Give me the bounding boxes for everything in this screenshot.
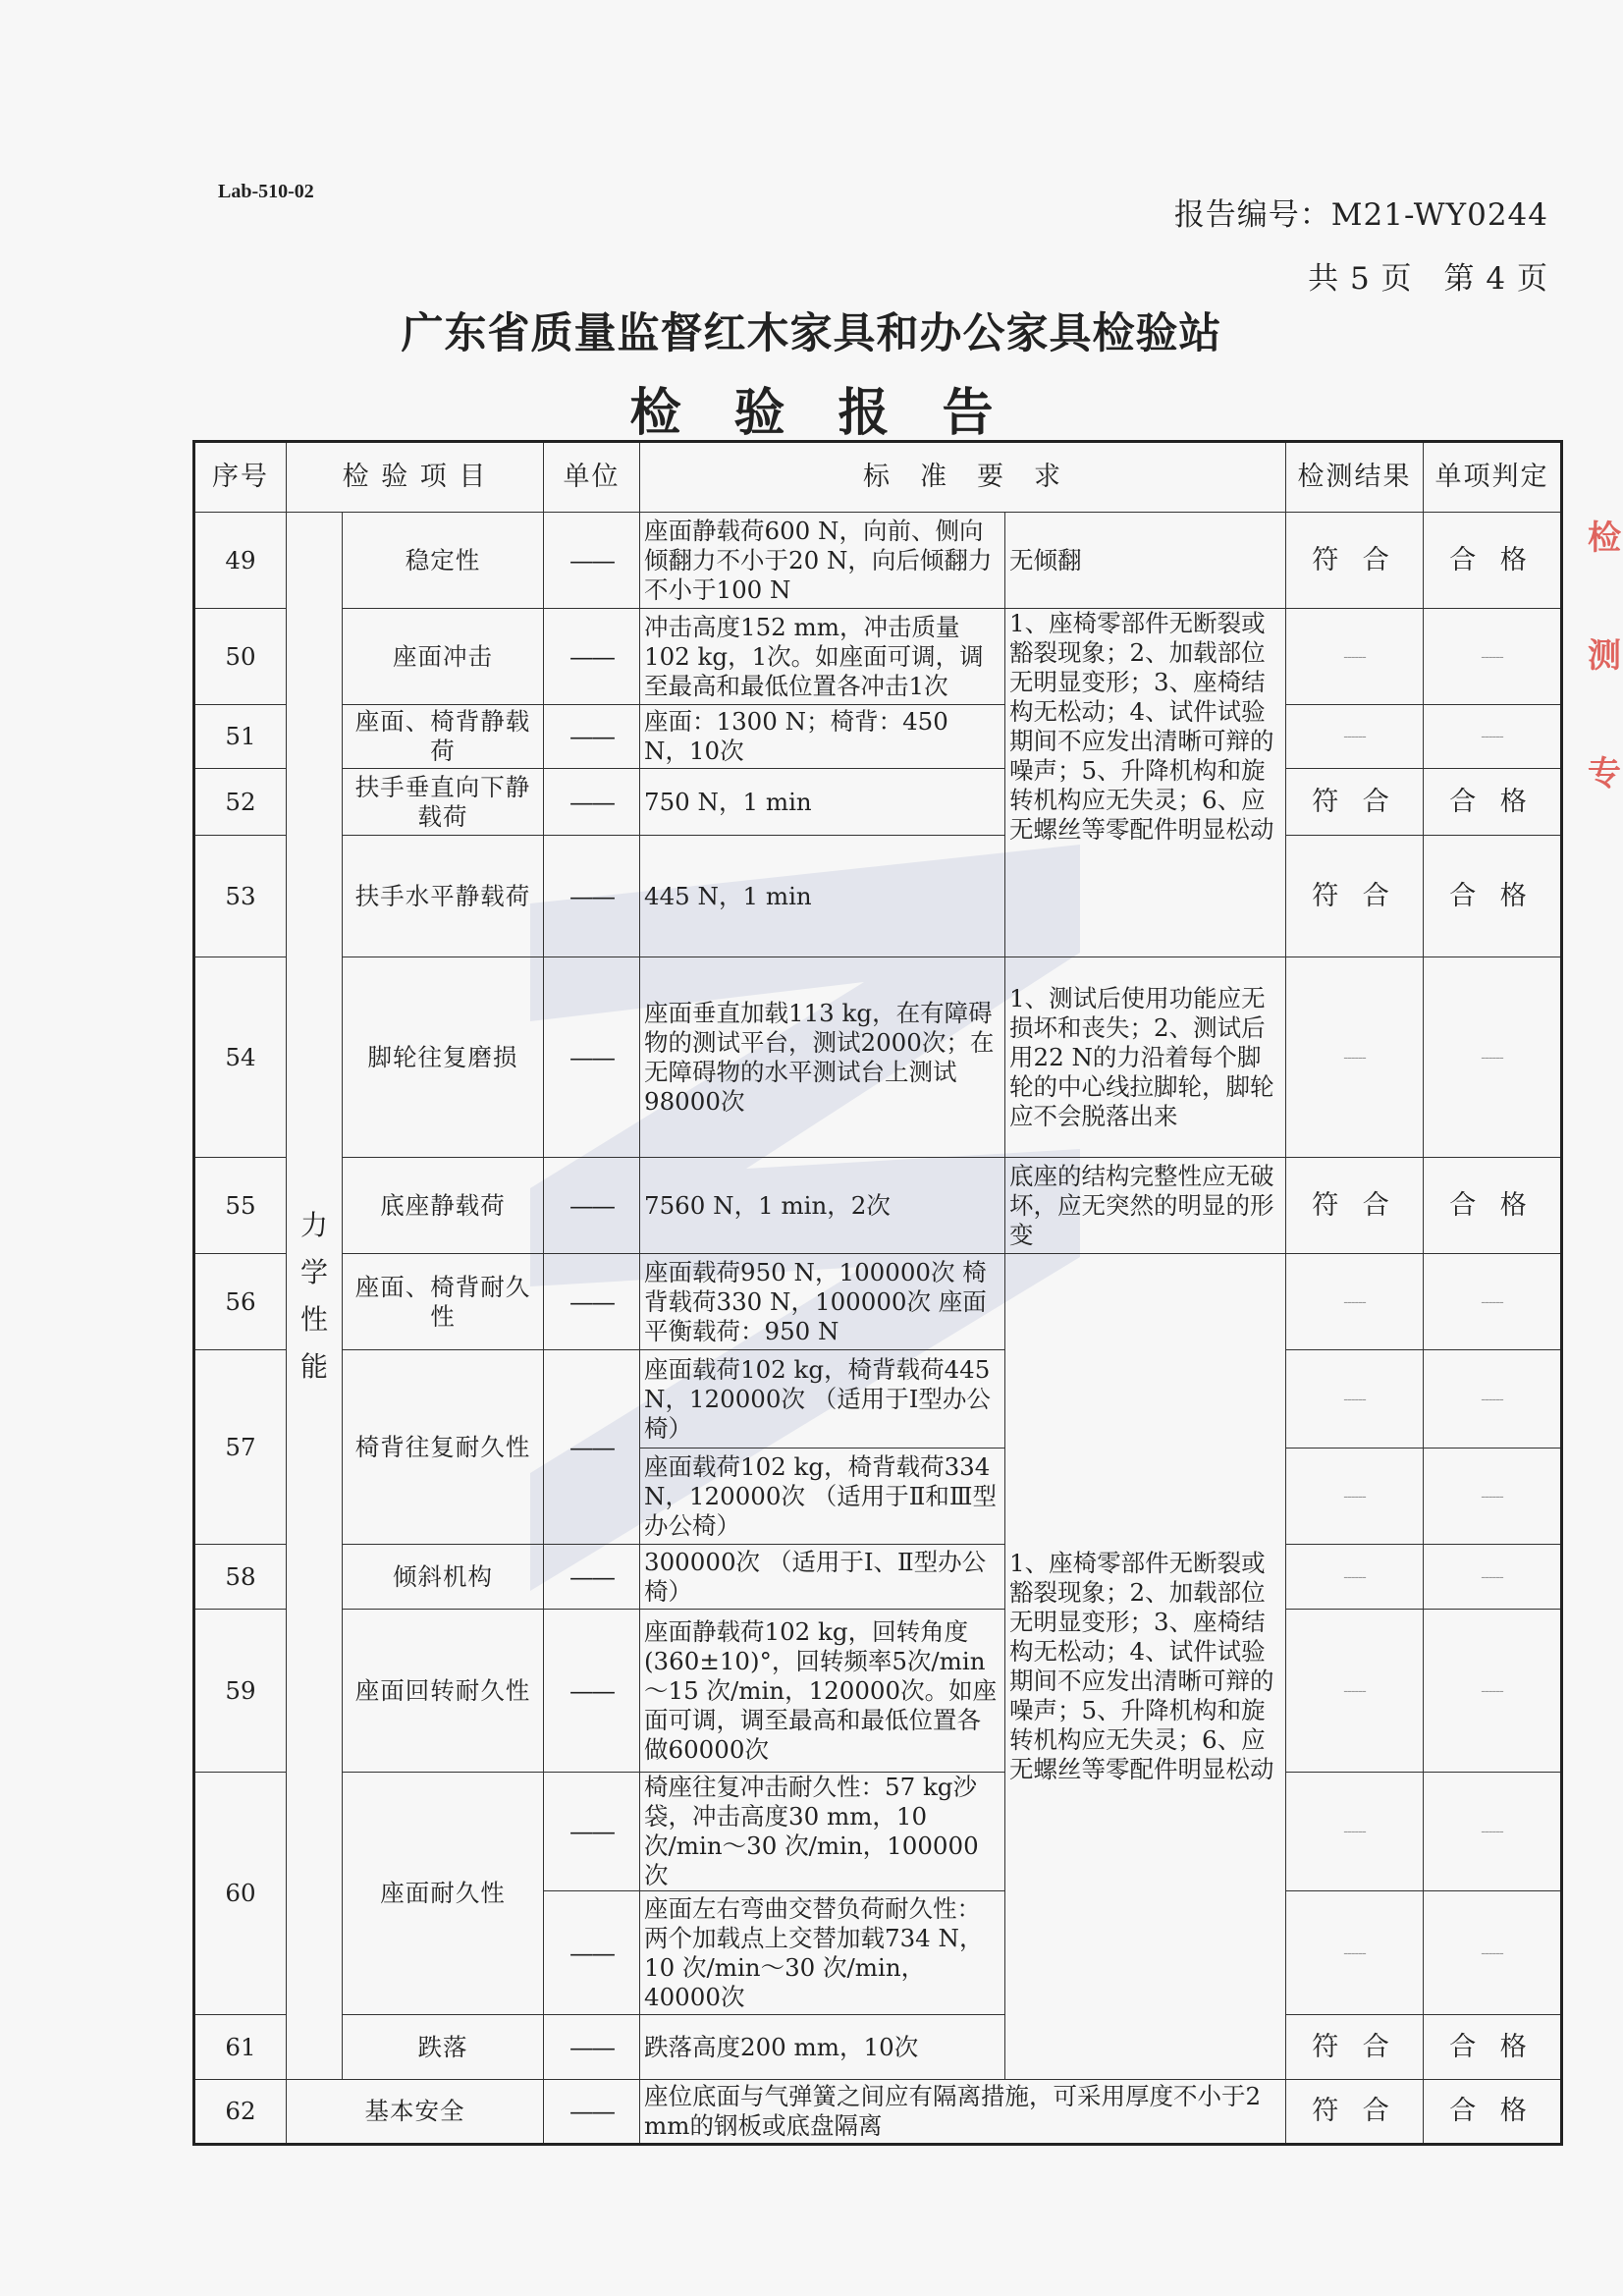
row-unit: —— xyxy=(544,2080,640,2145)
report-number: 报告编号：M21-WY0244 xyxy=(1173,197,1548,233)
header-unit: 单位 xyxy=(544,442,640,513)
row-no: 58 xyxy=(194,1545,287,1610)
stamp-char-3: 专 xyxy=(1588,754,1621,793)
row-no: 52 xyxy=(194,769,287,836)
table-row xyxy=(194,836,1562,957)
category-char: 能 xyxy=(299,1349,328,1383)
row-no: 51 xyxy=(194,705,287,769)
row-no: 56 xyxy=(194,1254,287,1350)
row-requirement: 1、测试后使用功能应无损坏和丧失；2、测试后用22 N的力沿着每个脚轮的中心线拉脚轮，脚轮应不会脱落出来 xyxy=(1005,957,1286,1158)
header-item: 检 验 项 目 xyxy=(287,442,544,513)
row-condition: 座面载荷102 kg，椅背载荷334 N，120000次 （适用于Ⅱ和Ⅲ型办公椅） xyxy=(640,1449,1005,1545)
row-unit: —— xyxy=(544,705,640,769)
row-result: ------ xyxy=(1286,609,1424,705)
header-requirement: 标 准 要 求 xyxy=(640,442,1286,513)
row-condition: 座面：1300 N；椅背：450 N，10次 xyxy=(640,705,1005,769)
red-stamp xyxy=(1584,511,1623,884)
row-condition: 座面垂直加载113 kg，在有障碍物的测试平台，测试2000次；在无障碍物的水平测试台上测试98000次 xyxy=(640,957,1005,1158)
row-item: 扶手垂直向下静载荷 xyxy=(343,769,544,836)
row-unit: —— xyxy=(544,1545,640,1610)
table-row xyxy=(194,769,1562,836)
row-item: 脚轮往复磨损 xyxy=(343,957,544,1158)
row-verdict: 合 格 xyxy=(1424,2080,1562,2145)
row-item: 扶手水平静载荷 xyxy=(343,836,544,957)
row-verdict: ------ xyxy=(1424,1350,1562,1449)
row-result: 符 合 xyxy=(1286,1158,1424,1254)
row-result: 符 合 xyxy=(1286,2015,1424,2080)
row-result: ------ xyxy=(1286,705,1424,769)
page-number: 共 5 页 第 4 页 xyxy=(1308,261,1548,297)
row-no: 60 xyxy=(194,1773,287,2015)
row-condition: 300000次 （适用于Ⅰ、Ⅱ型办公椅） xyxy=(640,1545,1005,1610)
row-result: ------ xyxy=(1286,1545,1424,1610)
table-row xyxy=(194,1158,1562,1254)
row-item: 座面、椅背静载荷 xyxy=(343,705,544,769)
row-condition: 座面左右弯曲交替负荷耐久性：两个加载点上交替加载734 N，10 次/min～30 次/min，40000次 xyxy=(640,1891,1005,2015)
row-unit: —— xyxy=(544,1773,640,1891)
lab-code: Lab-510-02 xyxy=(218,181,314,202)
row-item: 基本安全 xyxy=(287,2080,544,2145)
row-item: 座面冲击 xyxy=(343,609,544,705)
row-verdict: ------ xyxy=(1424,1891,1562,2015)
row-verdict: ------ xyxy=(1424,1449,1562,1545)
header-verdict: 单项判定 xyxy=(1424,442,1562,513)
row-no: 55 xyxy=(194,1158,287,1254)
table-header-row xyxy=(194,442,1562,513)
row-result: ------ xyxy=(1286,1449,1424,1545)
row-item: 椅背往复耐久性 xyxy=(343,1350,544,1545)
table-row xyxy=(194,1773,1562,1891)
row-item: 稳定性 xyxy=(343,513,544,609)
category-char: 力 xyxy=(299,1208,328,1241)
row-result: ------ xyxy=(1286,1773,1424,1891)
row-condition: 座面静载荷102 kg，回转角度(360±10)°，回转频率5次/min～15 次/min，120000次。如座面可调，调至最高和最低位置各做60000次 xyxy=(640,1610,1005,1773)
row-verdict: ------ xyxy=(1424,957,1562,1158)
shared-requirement: 1、座椅零部件无断裂或豁裂现象；2、加载部位无明显变形；3、座椅结构无松动；4、试件试验期间不应发出清晰可辩的噪声；5、升降机构和旋转机构应无失灵；6、应无螺丝等零配件明显松动 xyxy=(1005,609,1286,957)
row-unit: —— xyxy=(544,2015,640,2080)
inspection-table xyxy=(192,440,1563,2146)
row-no: 53 xyxy=(194,836,287,957)
row-unit: —— xyxy=(544,1610,640,1773)
row-item: 座面回转耐久性 xyxy=(343,1610,544,1773)
stamp-char-1: 检 xyxy=(1588,519,1621,558)
station-name: 广东省质量监督红木家具和办公家具检验站 xyxy=(401,309,1222,358)
table-row xyxy=(194,705,1562,769)
row-condition: 冲击高度152 mm，冲击质量102 kg，1次。如座面可调，调至最高和最低位置各冲击1次 xyxy=(640,609,1005,705)
shared-requirement: 1、座椅零部件无断裂或豁裂现象；2、加载部位无明显变形；3、座椅结构无松动；4、试件试验期间不应发出清晰可辩的噪声；5、升降机构和旋转机构应无失灵；6、应无螺丝等零配件明显松动 xyxy=(1005,1254,1286,2080)
table-row xyxy=(194,1545,1562,1610)
row-result: ------ xyxy=(1286,1610,1424,1773)
table-row xyxy=(194,2080,1562,2145)
row-unit: —— xyxy=(544,1158,640,1254)
row-no: 57 xyxy=(194,1350,287,1545)
stamp-char-2: 测 xyxy=(1588,636,1621,676)
row-result: ------ xyxy=(1286,957,1424,1158)
row-verdict: ------ xyxy=(1424,1254,1562,1350)
table-row xyxy=(194,1350,1562,1449)
row-condition: 跌落高度200 mm，10次 xyxy=(640,2015,1005,2080)
row-requirement: 无倾翻 xyxy=(1005,513,1286,609)
row-verdict: 合 格 xyxy=(1424,2015,1562,2080)
row-verdict: 合 格 xyxy=(1424,513,1562,609)
category-char: 性 xyxy=(299,1302,328,1336)
table-row xyxy=(194,609,1562,705)
row-condition: 座位底面与气弹簧之间应有隔离措施，可采用厚度不小于2 mm的钢板或底盘隔离 xyxy=(640,2080,1286,2145)
row-verdict: 合 格 xyxy=(1424,1158,1562,1254)
row-verdict: ------ xyxy=(1424,705,1562,769)
row-requirement: 底座的结构完整性应无破坏，应无突然的明显的形变 xyxy=(1005,1158,1286,1254)
table-row xyxy=(194,513,1562,609)
row-no: 49 xyxy=(194,513,287,609)
row-condition: 座面载荷102 kg，椅背载荷445 N，120000次 （适用于Ⅰ型办公椅） xyxy=(640,1350,1005,1449)
row-condition: 座面静载荷600 N，向前、侧向倾翻力不小于20 N，向后倾翻力不小于100 N xyxy=(640,513,1005,609)
row-verdict: ------ xyxy=(1424,1610,1562,1773)
row-unit: —— xyxy=(544,513,640,609)
row-condition: 445 N，1 min xyxy=(640,836,1005,957)
row-item: 座面、椅背耐久性 xyxy=(343,1254,544,1350)
header-no: 序号 xyxy=(194,442,287,513)
row-unit: —— xyxy=(544,1254,640,1350)
row-item: 座面耐久性 xyxy=(343,1773,544,2015)
row-condition: 椅座往复冲击耐久性：57 kg沙袋，冲击高度30 mm，10 次/min～30 次/min，100000次 xyxy=(640,1773,1005,1891)
row-result: ------ xyxy=(1286,1254,1424,1350)
table-row xyxy=(194,957,1562,1158)
row-verdict: 合 格 xyxy=(1424,836,1562,957)
row-condition: 7560 N，1 min，2次 xyxy=(640,1158,1005,1254)
row-verdict: ------ xyxy=(1424,1773,1562,1891)
row-result: ------ xyxy=(1286,1891,1424,2015)
row-unit: —— xyxy=(544,769,640,836)
row-result: 符 合 xyxy=(1286,2080,1424,2145)
row-unit: —— xyxy=(544,609,640,705)
row-no: 54 xyxy=(194,957,287,1158)
row-no: 62 xyxy=(194,2080,287,2145)
report-title: 检验报告 xyxy=(629,384,1047,443)
row-no: 61 xyxy=(194,2015,287,2080)
table-row xyxy=(194,1254,1562,1350)
row-no: 50 xyxy=(194,609,287,705)
category-cell xyxy=(287,513,343,2080)
row-result: ------ xyxy=(1286,1350,1424,1449)
category-char: 学 xyxy=(299,1255,328,1288)
row-unit: —— xyxy=(544,957,640,1158)
row-condition: 座面载荷950 N，100000次 椅背载荷330 N，100000次 座面平衡载荷：950 N xyxy=(640,1254,1005,1350)
table-row xyxy=(194,2015,1562,2080)
row-result: 符 合 xyxy=(1286,836,1424,957)
row-verdict: 合 格 xyxy=(1424,769,1562,836)
row-result: 符 合 xyxy=(1286,769,1424,836)
row-verdict: ------ xyxy=(1424,609,1562,705)
row-item: 底座静载荷 xyxy=(343,1158,544,1254)
row-item: 跌落 xyxy=(343,2015,544,2080)
row-result: 符 合 xyxy=(1286,513,1424,609)
row-unit: —— xyxy=(544,1891,640,2015)
row-verdict: ------ xyxy=(1424,1545,1562,1610)
row-item: 倾斜机构 xyxy=(343,1545,544,1610)
table-row xyxy=(194,1610,1562,1773)
header-result: 检测结果 xyxy=(1286,442,1424,513)
row-unit: —— xyxy=(544,836,640,957)
row-condition: 750 N，1 min xyxy=(640,769,1005,836)
row-no: 59 xyxy=(194,1610,287,1773)
row-unit: —— xyxy=(544,1350,640,1545)
